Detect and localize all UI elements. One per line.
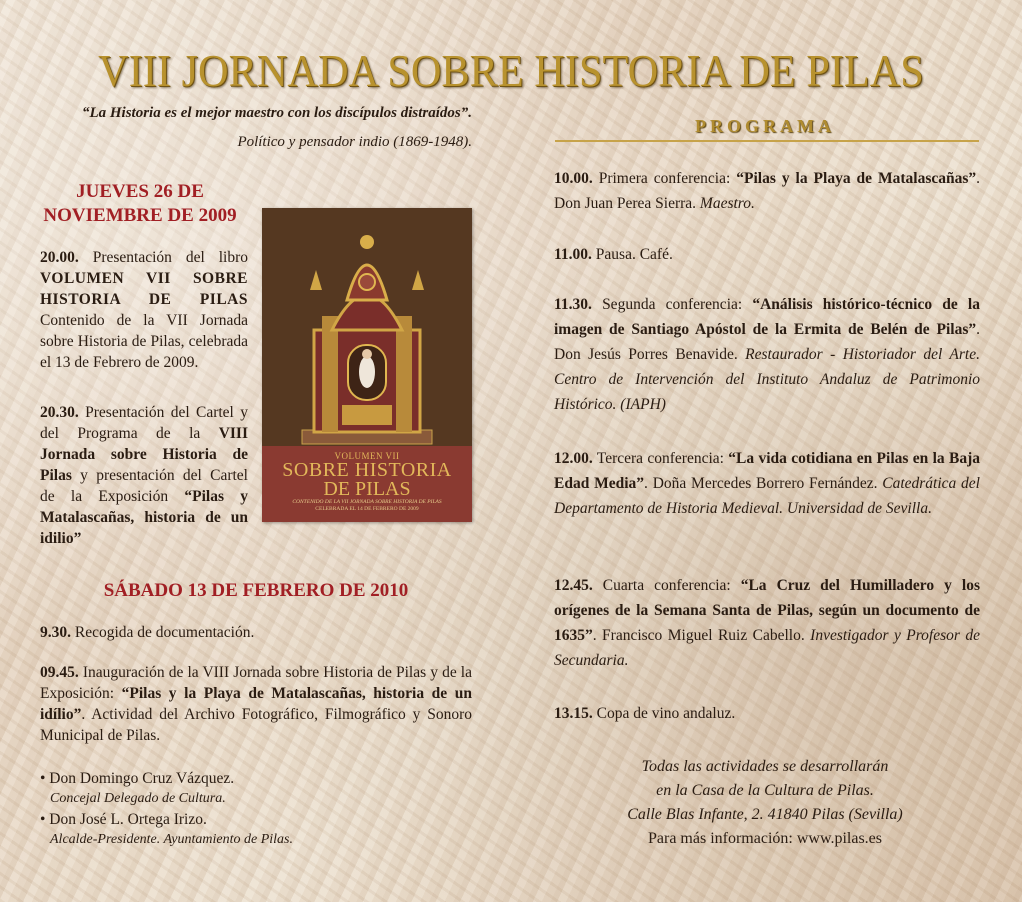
item-time: 11.00. (554, 246, 592, 263)
item-text: Segunda conferencia: (591, 296, 753, 313)
item-title: “Análisis histórico-técnico de la imagen de Santiago Apóstol de la Ermita de Belén de Pilas” (554, 296, 980, 338)
item-speaker: . Francisco Miguel Ruiz Cabello. (592, 627, 811, 644)
programa-item (554, 701, 980, 726)
exhibition-name: “Pilas y Matalascañas, historia de un idilio” (40, 488, 248, 547)
item-text: Pausa. Café. (591, 246, 673, 263)
item-text: Copa de vino andaluz. (592, 705, 736, 722)
venue-line2: en la Casa de la Cultura de Pilas. (656, 782, 874, 799)
venue-address: Calle Blas Infante, 2. 41840 Pilas (Sevilla) (627, 806, 903, 823)
programa-item (554, 573, 980, 673)
book-volume: VOLUMEN VII (334, 451, 400, 461)
venue-info (555, 755, 975, 851)
programa-item (554, 292, 980, 417)
exhibition-name: “Pilas y la Playa de Matalascañas, historia de un idílio” (40, 685, 472, 723)
item-title: “La Cruz del Humilladero y los orígenes de la Semana Santa de Pilas, según un documento de 1635” (554, 577, 980, 644)
entry-time: 20.00. (40, 249, 79, 266)
item-time: 10.00. (554, 170, 593, 187)
event-name: VIII Jornada sobre Historia de Pilas (40, 425, 248, 484)
entry-text: Contenido de la VII Jornada sobre Historia de Pilas, celebrada el 13 de Febrero de 2009. (40, 312, 248, 371)
entry-2030 (40, 402, 248, 549)
entry-0945 (40, 662, 472, 746)
item-title: “Pilas y la Playa de Matalascañas” (736, 170, 977, 187)
entry-text: Presentación del libro (78, 249, 248, 266)
programa-item (554, 446, 980, 521)
entry-text: Recogida de documentación. (71, 624, 255, 641)
book-cover-band (262, 446, 472, 522)
item-text: Tercera conferencia: (592, 450, 729, 467)
item-title: “La vida cotidiana en Pilas en la Baja Edad Media” (554, 450, 980, 492)
altarpiece-illustration (292, 220, 442, 450)
book-cover-image (262, 208, 472, 522)
epigraph (40, 105, 472, 151)
item-text: Cuarta conferencia: (592, 577, 741, 594)
book-title: VOLUMEN VII SOBRE HISTORIA DE PILAS (40, 270, 248, 308)
item-time: 12.45. (554, 577, 593, 594)
item-time: 11.30. (554, 296, 592, 313)
programa-item (554, 166, 980, 216)
programa-heading: PROGRAMA (695, 116, 835, 136)
item-speaker: . Don Juan Perea Sierra. (554, 170, 981, 212)
item-role: Investigador y Profesor de Secundaria. (554, 627, 980, 669)
entry-time: 20.30. (40, 404, 79, 421)
guest-item (40, 809, 370, 850)
item-time: 12.00. (554, 450, 593, 467)
book-title-line1: SOBRE HISTORIA (282, 459, 452, 481)
epigraph-quote: “La Historia es el mejor maestro con los discípulos distraídos”. (81, 105, 472, 121)
book-date: CELEBRADA EL 14 DE FEBRERO DE 2009 (315, 506, 419, 512)
item-role: Maestro. (699, 195, 755, 212)
venue-line1: Todas las actividades se desarrollarán (641, 758, 889, 775)
item-role: Restaurador - Historiador del Arte. Centro de Intervención del Instituto Andaluz de Patrimonio Histórico. (IAPH) (554, 346, 980, 413)
epigraph-author: Político y pensador indio (1869-1948). (237, 134, 472, 150)
entry-text: Inauguración de la VIII Jornada sobre Historia de Pilas y de la Exposición: (40, 664, 472, 702)
item-time: 13.15. (554, 705, 593, 722)
entry-text: Presentación del Cartel y del Programa de la (40, 404, 248, 442)
entry-text: y presentación del Cartel de la Exposición (40, 467, 248, 505)
book-subtitle: CONTENIDO DE LA VII JORNADA SOBRE HISTORIA DE PILAS (292, 499, 442, 505)
entry-2000 (40, 247, 248, 373)
item-speaker: . Don Jesús Porres Benavide. (554, 321, 980, 363)
entry-text: . Actividad del Archivo Fotográfico, Filmográfico y Sonoro Municipal de Pilas. (40, 706, 472, 744)
day1-heading-line2: NOVIEMBRE DE 2009 (43, 205, 237, 226)
item-role: Catedrática del Departamento de Historia Medieval. Universidad de Sevilla. (554, 475, 980, 517)
guest-role: Alcalde-Presidente. Ayuntamiento de Pilas. (50, 832, 293, 847)
guest-item (40, 768, 370, 809)
page-title: VIII JORNADA SOBRE HISTORIA DE PILAS (98, 45, 924, 96)
programa-divider (555, 140, 979, 142)
day1-heading-line1: JUEVES 26 DE (76, 181, 204, 202)
guest-name: • Don Domingo Cruz Vázquez. (40, 770, 235, 787)
item-speaker: . Doña Mercedes Borrero Fernández. (644, 475, 883, 492)
entry-0930 (40, 622, 472, 643)
guest-role: Concejal Delegado de Cultura. (50, 791, 226, 806)
guest-list (40, 768, 370, 850)
entry-time: 9.30. (40, 624, 71, 641)
day1-heading (40, 180, 240, 228)
programa-item (554, 242, 980, 267)
book-title-line2: DE PILAS (323, 478, 411, 500)
more-info-link[interactable]: Para más información: www.pilas.es (647, 830, 882, 847)
item-text: Primera conferencia: (592, 170, 737, 187)
entry-time: 09.45. (40, 664, 79, 681)
day2-heading: SÁBADO 13 DE FEBRERO DE 2010 (103, 580, 409, 601)
guest-name: • Don José L. Ortega Irizo. (40, 811, 207, 828)
altarpiece-shape (302, 235, 432, 444)
